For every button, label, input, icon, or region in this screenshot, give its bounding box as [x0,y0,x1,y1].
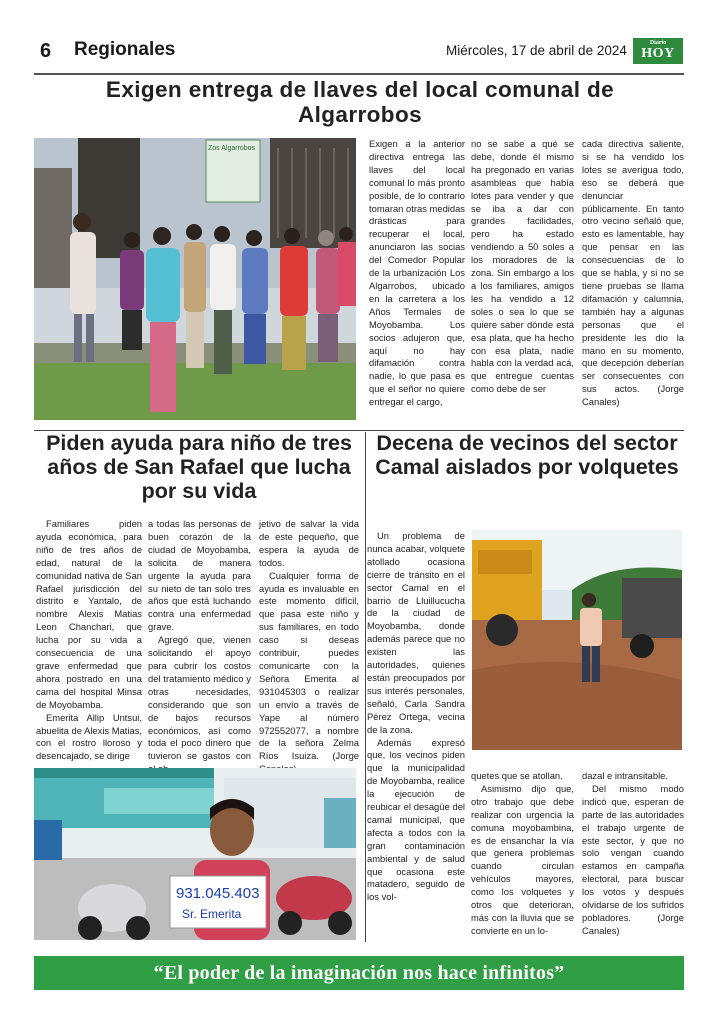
footer-quote: “El poder de la imaginación nos hace infinitos” [153,962,565,984]
article2-col2-p2: Agregó que, vienen solicitando el apoyo para cubrir los costos del tratamiento médico y otras necesidades, considerando que son de bajos recursos económicos, así como toda el poco dinero que tuvieron se gastos con [148,634,251,762]
article1-col3 [582,138,684,409]
article3-col2-p1: quetes que se atollan. [471,770,563,781]
footer-quote-bar [34,956,684,990]
article2-col1-p1: Familiares piden ayuda económica, para niño de tres años de edad, natural de la comunidad nativa de San Rafael jurisdicción del distrito e Yantalo, de nombre Alexis Matias Leon Chanchari, que lucha por su vida a consecuencia de una grave enfermedad que ahora postrado en una cama del hospital Minsa de Moyobamba. [36,518,142,710]
logo-small-text: Diario [649,40,667,46]
article3-headline: Decena de vecinos del sector Camal aislados por volquetes [375,431,679,480]
section-title: Regionales [74,39,176,60]
article2-col1-p2: Emerita Allip Untsui, abuelita de Alexis Matias, con el rostro lloroso y desencajado, se dirige [36,711,142,762]
page-header [34,38,684,72]
article3-col3-p1: dazal e intransitable. [582,770,668,781]
article1-col2 [471,138,574,396]
article3-col3-p2: Del mismo modo indicó que, esperan de parte de las autoridades el trabajo urgente de este sector, y que no solo vengan cuando estamos en campaña electoral, para buscar los votos y después olvidarse de los sufridos pobladores. (Jorge Canales) [582,782,684,936]
article1-col2-text: no se sabe a qué se debe, donde él mismo ha pregonado en varias asambleas que había lotes para vender y que se iba a dar con grandes facilidades, pero ha estado vendiendo a 50 soles a los moradores de la zona. Sin embargo a los a los familiares, amigos les ha vendido a 12 soles o sea lo que se quiere saber dónde está esa plata, que ha hecho con esa plata, nadie habla con la verdad acá, que entregue cuentas como debe de ser [471,138,574,395]
diario-hoy-logo [633,38,683,64]
article2-col3 [259,518,359,776]
article3-col1-p1: Un problema de nunca acabar, volquete atollado ocasiona cierre de tránsito en el sector Camal en el barrio de Lluillucucha de la ciudad de Moyobamba, donde además parece que no existen las autoridades, quienes están preocupados por sus interés personales, señaló, Carla Sandra Pérez Ortega, vecina de la zona. [367,530,465,735]
article2-col3-p2: Cualquier forma de ayuda es invaluable en este momento difícil, que pasa este niño y sus familiares, en todo caso si deseas contribuir, puedes comunicarte con la Señora Emerita al 931045303 o realizar un envío a través de Yape al número 972552077, a nombre de la señora Zelma Ríos Isuiza. (Jorge [259,569,359,762]
article3-col3 [582,770,684,938]
page-number: 6 [40,40,52,62]
article2-col3-p1: jetivo de salvar la vida de este pequeño, que espera la ayuda de todos. [259,518,359,568]
issue-date: Miércoles, 17 de abril de 2024 [446,43,627,58]
article3-col2 [471,770,574,938]
section-divider-vertical [365,432,366,942]
article3-col2-p2: Asimismo dijo que, otro trabajo que debe realizar con urgencia la comuna moyobambina, es de ensanchar la vía que genera problemas cuando circulan vehículos mayores, como los volquetes y otros que deterioran, más con la lluvia que se convierte en un lo- [471,782,574,936]
article2-col1 [36,518,142,763]
article1-col1 [369,138,465,409]
sign-name-text: Sr. Emerita [182,907,242,921]
article2-col2 [148,518,251,776]
logo-big-text: HOY [641,46,675,61]
article3-photo-truck [472,530,682,750]
article2-col2-p1: a todas las personas de buen corazón de la ciudad de Moyobamba, solicita de manera urgente la ayuda para su nieto de tan solo tres años que está luchando contra una enfermedad grave. [148,518,251,633]
sign-text: Zos Algarrobos [208,145,256,152]
article1-photo-group [34,138,356,420]
article2-headline: Piden ayuda para niño de tres años de San Rafael que lucha por su vida [46,431,352,504]
article1-col1-text: Exigen a la anterior directiva entrega las llaves del local comunal lo más pronto posible, de lo contrario tomaran otras medidas drásticas para recuperar el local, anunciaron las socias del Comedor Popular de la urbanización Los Algarrobos, ubicado en la carretera a los Años Termales de Moyobamba. Los socios adujeron que, aquí no hay difamación contra nadie, lo que pasa es que el señor no quiere entregar el cargo, [369,138,465,408]
article3-col1 [367,530,465,904]
article3-col1-p2: Además expresó que, los vecinos piden que la municipalidad de Moyobamba, realice la ejecución de reubicar el desagüe del camal municipal, que afecta a todos con la gran contaminación ambiental y de salud que ocasiona este matadero, seguido de los vol- [367,736,465,903]
article1-headline: Exigen entrega de llaves del local comunal de Algarrobos [105,77,615,128]
group-photo-image [34,138,356,420]
woman-with-sign-image [34,768,356,940]
article2-photo-woman [34,768,356,940]
header-divider [34,73,684,75]
sign-number-text: 931.045.403 [176,885,260,902]
stuck-truck-image [472,530,682,750]
article1-col3-text: cada directiva saliente, si se ha vendido los lotes se averigua todo, eso se deberá que denunciar públicamente. En tanto otro vecino señaló que, esto es lamentable, hay que pensar en las consecuencias de lo que se habla, y si no se tiene pruebas se llama difamación y calumnia, también hay a algunas personas que el presidente les dio la mano en su momento, que decepción deberían ser consecuentes con sus actos. (Jorge Canales) [582,138,684,408]
